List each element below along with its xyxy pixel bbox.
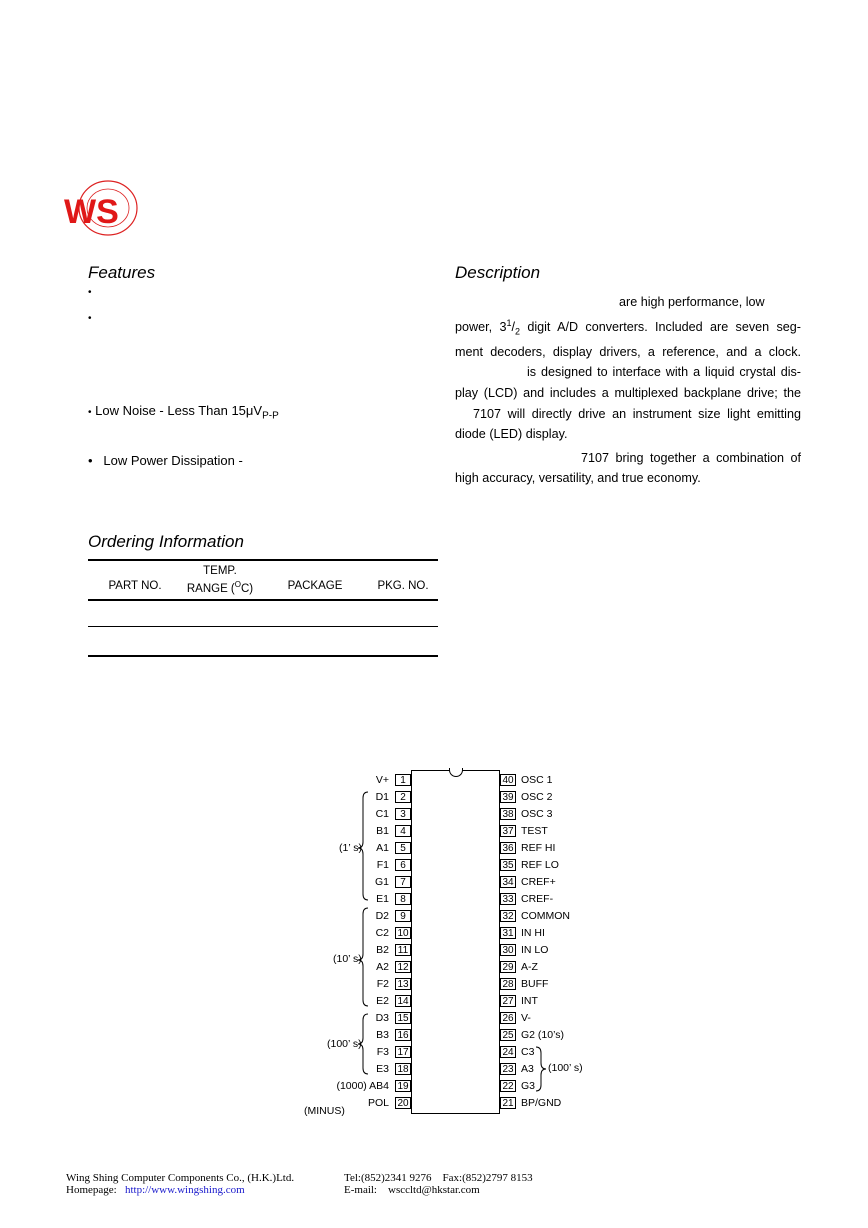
- desc-line-6: 7107 will directly drive an instrument size light emitting: [473, 406, 801, 421]
- email-address: wsccltd@hkstar.com: [388, 1184, 480, 1196]
- pin-number-left: 12: [395, 961, 411, 973]
- pin-label-right: OSC 3: [521, 808, 553, 820]
- pin-number-right: 24: [500, 1046, 516, 1058]
- feature-low-noise: • Low Noise - Less Than $15\mu V_{P-P}$: [88, 403, 279, 422]
- pin-number-right: 38: [500, 808, 516, 820]
- footer-homepage: [66, 1184, 245, 1196]
- group-label-hundreds-right: (100’ s): [548, 1062, 583, 1074]
- table-bottom-rule: [88, 655, 438, 657]
- feature-bullet-2: •: [88, 313, 92, 324]
- pin-number-left: 13: [395, 978, 411, 990]
- th-pkg-no: PKG. NO.: [377, 580, 429, 592]
- pin-number-left: 11: [395, 944, 411, 956]
- pin-label-left: V+: [375, 774, 389, 786]
- table-header-rule: [88, 599, 438, 601]
- pin-label-left: F2: [376, 978, 389, 990]
- pin-label-left: F1: [376, 859, 389, 871]
- pin-number-left: 2: [395, 791, 411, 803]
- desc-line-3: ment decoders, display drivers, a reference, and a clock.: [455, 344, 801, 359]
- description-body: [455, 292, 801, 489]
- group-label-hundreds-left: (100’ s): [327, 1038, 362, 1050]
- th-temp: TEMP.: [203, 565, 237, 577]
- pin-number-right: 32: [500, 910, 516, 922]
- pin-number-left: 3: [395, 808, 411, 820]
- pin-number-left: 19: [395, 1080, 411, 1092]
- pin-label-right: C3: [521, 1046, 535, 1058]
- pin-label-left: B2: [376, 944, 389, 956]
- pin-label-left: B1: [376, 825, 389, 837]
- pin-label-left: D1: [375, 791, 389, 803]
- ic-body: [411, 770, 500, 1114]
- pin-number-left: 8: [395, 893, 411, 905]
- pin-number-right: 23: [500, 1063, 516, 1075]
- feature-low-power: • Low Power Dissipation -: [88, 453, 243, 468]
- description-heading: Description: [455, 263, 541, 282]
- pin-label-right: V-: [521, 1012, 531, 1024]
- pin-number-right: 29: [500, 961, 516, 973]
- pin-label-right: CREF+: [521, 876, 556, 888]
- pin-label-right: OSC 1: [521, 774, 553, 786]
- pin-number-left: 17: [395, 1046, 411, 1058]
- pin-label-right: G3: [521, 1080, 536, 1092]
- pin-number-right: 40: [500, 774, 516, 786]
- pin-label-left: E3: [376, 1063, 389, 1075]
- pin-number-right: 25: [500, 1029, 516, 1041]
- th-part-no: PART NO.: [108, 580, 162, 592]
- desc-line-9: high accuracy, versatility, and true economy.: [455, 471, 701, 486]
- pin-number-left: 15: [395, 1012, 411, 1024]
- pin-label-left: POL: [367, 1097, 389, 1109]
- desc-line-4: is designed to interface with a liquid crystal dis-: [527, 365, 801, 380]
- pin-label-left: C1: [375, 808, 389, 820]
- ordering-heading: Ordering Information: [88, 532, 244, 551]
- group-label-minus: (MINUS): [304, 1105, 345, 1117]
- features-heading: Features: [88, 263, 156, 282]
- pin-number-right: 35: [500, 859, 516, 871]
- pin-number-right: 27: [500, 995, 516, 1007]
- pin-number-right: 26: [500, 1012, 516, 1024]
- pin-label-right: REF HI: [521, 842, 556, 854]
- pin-label-left: B3: [376, 1029, 389, 1041]
- desc-line-8: 7107 bring together a combination of: [581, 450, 801, 465]
- feature-bullet-1: •: [88, 287, 92, 298]
- pin-label-right: REF LO: [521, 859, 559, 871]
- pin-label-right: A-Z: [521, 961, 538, 973]
- pin-label-right: A3: [521, 1063, 534, 1075]
- pin-label-left: C2: [375, 927, 389, 939]
- pin-label-right: IN HI: [521, 927, 545, 939]
- table-top-rule: [88, 559, 438, 561]
- pin-number-left: 1: [395, 774, 411, 786]
- pin-label-right: COMMON: [521, 910, 570, 922]
- pin-label-right: TEST: [521, 825, 548, 837]
- pin-label-left: (1000) AB4: [336, 1080, 389, 1092]
- footer-company: Wing Shing Computer Components Co., (H.K.)Ltd.: [66, 1172, 295, 1184]
- pin-label-left: E2: [376, 995, 389, 1007]
- pin-number-left: 20: [395, 1097, 411, 1109]
- pin-label-left: A1: [376, 842, 389, 854]
- logo-graphic: [62, 178, 140, 238]
- pin-label-right: CREF-: [521, 893, 554, 905]
- pin-number-right: 30: [500, 944, 516, 956]
- footer-email: [344, 1184, 480, 1196]
- desc-line-7: diode (LED) display.: [455, 427, 568, 442]
- pin-label-right: BUFF: [521, 978, 549, 990]
- pin-number-right: 28: [500, 978, 516, 990]
- pin-label-right: OSC 2: [521, 791, 553, 803]
- pin-number-right: 22: [500, 1080, 516, 1092]
- pin-label-left: A2: [376, 961, 389, 973]
- company-logo: [62, 178, 140, 238]
- pin-label-left: F3: [376, 1046, 389, 1058]
- pin-number-right: 36: [500, 842, 516, 854]
- pin-number-left: 10: [395, 927, 411, 939]
- table-row-rule: [88, 626, 438, 627]
- homepage-label: Homepage:: [66, 1184, 117, 1196]
- pin-number-left: 6: [395, 859, 411, 871]
- pin-number-right: 37: [500, 825, 516, 837]
- pin-number-right: 31: [500, 927, 516, 939]
- homepage-link[interactable]: http://www.wingshing.com: [124, 1184, 245, 1196]
- pin-label-right: G2 (10’s): [521, 1029, 564, 1041]
- pin-number-right: 34: [500, 876, 516, 888]
- pin-number-left: 5: [395, 842, 411, 854]
- pin-label-left: D2: [375, 910, 389, 922]
- th-package: PACKAGE: [287, 580, 343, 592]
- pin-number-right: 33: [500, 893, 516, 905]
- footer-tel-fax: Tel:(852)2341 9276 Fax:(852)2797 8153: [344, 1172, 533, 1184]
- pin-number-left: 4: [395, 825, 411, 837]
- desc-line-2: power, $3^1/_2$ digit A/D converters. Included are seven seg-: [455, 317, 801, 337]
- right-brace: [534, 1045, 548, 1095]
- pin-label-right: IN LO: [521, 944, 549, 956]
- desc-line-5: play (LCD) and includes a multiplexed backplane drive; the: [455, 386, 801, 401]
- th-range: RANGE ($^O$C): [186, 580, 254, 595]
- email-label: E-mail:: [344, 1184, 377, 1196]
- pin-number-right: 39: [500, 791, 516, 803]
- pin-number-left: 18: [395, 1063, 411, 1075]
- group-label-ones: (1’ s): [339, 842, 362, 854]
- pin-label-right: BP/GND: [521, 1097, 562, 1109]
- pin-number-left: 9: [395, 910, 411, 922]
- left-braces: [354, 790, 374, 1112]
- logo-letters: WS: [64, 193, 119, 231]
- pin-label-left: G1: [374, 876, 389, 888]
- group-label-tens: (10’ s): [333, 953, 362, 965]
- pin-number-left: 14: [395, 995, 411, 1007]
- pin-number-right: 21: [500, 1097, 516, 1109]
- pin-label-left: E1: [376, 893, 389, 905]
- pin-label-left: D3: [375, 1012, 389, 1024]
- pin-label-right: INT: [521, 995, 538, 1007]
- pin-number-left: 16: [395, 1029, 411, 1041]
- desc-line-1: are high performance, low: [619, 295, 765, 309]
- pin-number-left: 7: [395, 876, 411, 888]
